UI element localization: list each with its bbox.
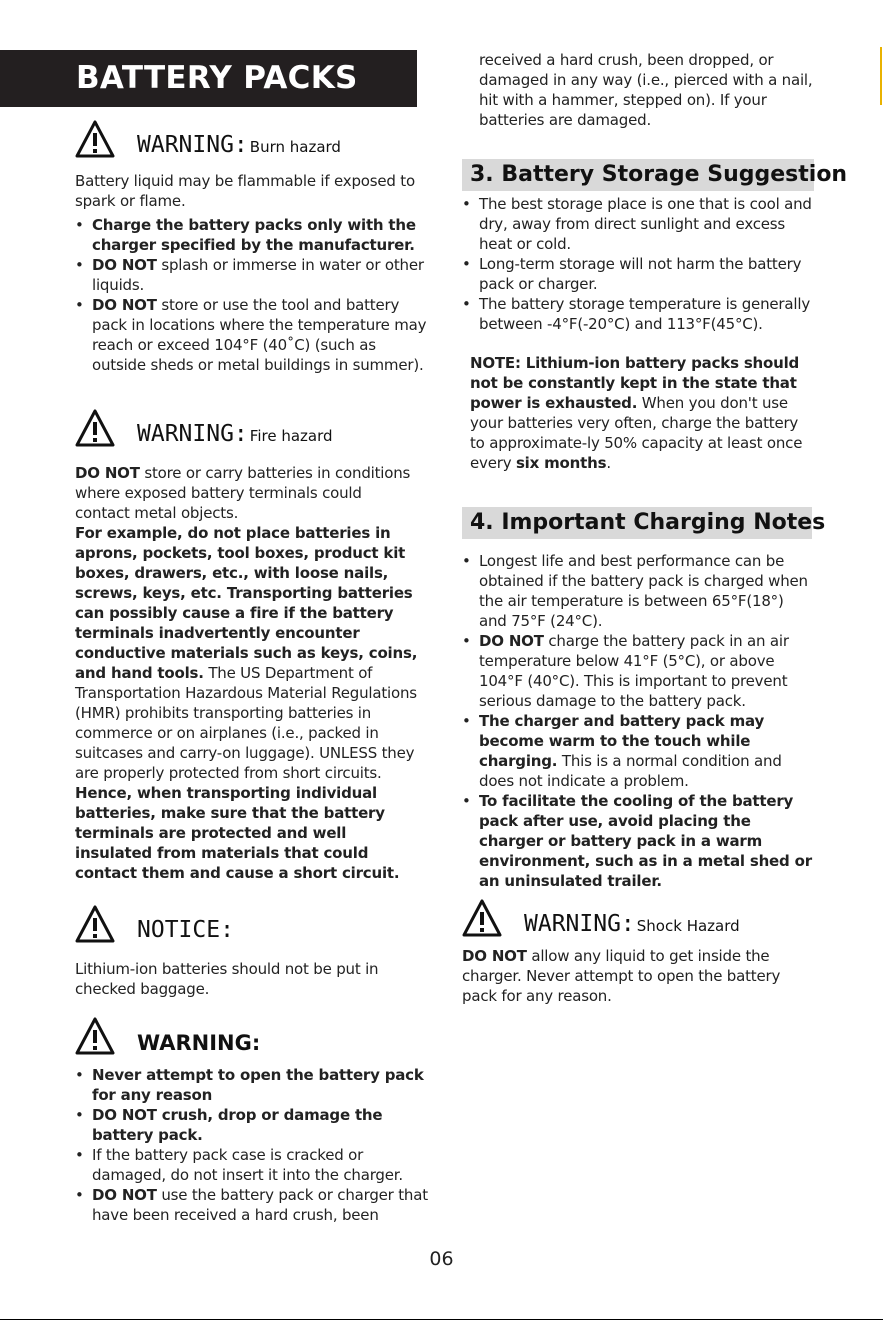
warning-keyword: WARNING: Fire hazard [137,421,333,447]
list-item: • The charger and battery pack may become warm to the touch while charging. This is a normal condition and does not indicate a problem. [462,711,814,791]
general-continuation: received a hard crush, been dropped, or damaged in any way (i.e., pierced with a nail, hit with a hammer, stepped on). If your batteries are damaged. [479,51,813,129]
list-item: • DO NOT charge the battery pack in an air temperature below 41°F (5°C), or above 104°F (40°C). This is important to prevent serious damage to the battery pack. [462,631,814,711]
list-item: • DO NOT splash or immerse in water or other liquids. [75,255,430,295]
fire-warning-header [75,409,435,449]
list-item: • To facilitate the cooling of the battery pack after use, avoid placing the charger or battery pack in a warm environment, such as in a metal shed or an uninsulated trailer. [462,791,814,891]
warning-triangle-icon [75,905,115,943]
notice-text: Lithium-ion batteries should not be put in checked baggage. [75,960,379,998]
list-item: • The best storage place is one that is cool and dry, away from direct sunlight and excess heat or cold. [462,194,812,254]
list-item: • Long-term storage will not harm the battery pack or charger. [462,254,812,294]
warning-keyword: WARNING: Burn hazard [137,132,341,158]
storage-heading: 3. Battery Storage Suggestion [462,159,814,191]
warning-triangle-icon [75,120,115,158]
warning-subtitle: Burn hazard [249,138,341,156]
burn-warning-header [75,120,435,160]
warning-keyword: WARNING: Shock Hazard [524,911,740,937]
charging-heading: 4. Important Charging Notes [462,507,812,539]
bottom-rule [0,1319,883,1320]
warning-triangle-icon [462,899,502,937]
warning-triangle-icon [75,409,115,447]
warning-subtitle: Shock Hazard [636,917,740,935]
list-item: • Never attempt to open the battery pack for any reason [75,1065,437,1105]
notice-keyword: NOTICE: [137,917,234,943]
list-item: • Longest life and best performance can be obtained if the battery pack is charged when the air temperature is between 65°F(18°) and 75°F (24°C). [462,551,814,631]
burn-bullets [75,215,430,375]
storage-note: NOTE: Lithium-ion battery packs should not be constantly kept in the state that power is exhausted. When you don't use your batteries very often, charge the battery to approximate-ly 50% capacity at least once every six months. [470,354,803,472]
notice-header [75,905,435,945]
warning-keyword: WARNING: [137,1031,261,1055]
shock-text: DO NOT allow any liquid to get inside the charger. Never attempt to open the battery pack for any reason. [462,947,781,1005]
list-item: • DO NOT use the battery pack or charger that have been received a hard crush, been [75,1185,437,1225]
list-item: • DO NOT crush, drop or damage the battery pack. [75,1105,437,1145]
list-item: • DO NOT store or use the tool and battery pack in locations where the temperature may reach or exceed 104°F (40˚C) (such as outside sheds or metal buildings in summer). [75,295,430,375]
general-warning-header [75,1017,435,1057]
list-item: • If the battery pack case is cracked or damaged, do not insert it into the charger. [75,1145,437,1185]
shock-warning-header [462,899,822,939]
page-number: 06 [429,1248,454,1270]
fire-body: DO NOT store or carry batteries in conditions where exposed battery terminals could contact metal objects. For example, do not place batteries in aprons, pockets, tool boxes, product kit boxes, drawers, etc., with loose nails, screws, keys, etc. Transporting batteries can possibly cause a fire if the battery terminals inadvertently encounter conductive materials such as keys, coins, and hand tools. The US Department of Transportation Hazardous Material Regulations (HMR) prohibits transporting batteries in commerce or on airplanes (i.e., packed in suitcases and carry-on luggage). UNLESS they are properly protected from short circuits. Hence, when transporting individual batteries, make sure that the battery terminals are protected and well insulated from materials that could contact them and cause a short circuit. [75,464,418,882]
warning-triangle-icon [75,1017,115,1055]
page-title: BATTERY PACKS [0,50,417,107]
list-item: • The battery storage temperature is generally between -4°F(-20°C) and 113°F(45°C). [462,294,812,334]
list-item: • Charge the battery packs only with the charger specified by the manufacturer. [75,215,430,255]
edge-mark [880,47,882,105]
burn-intro: Battery liquid may be flammable if exposed to spark or flame. [75,172,415,210]
general-bullets [75,1065,437,1225]
charging-bullets [462,551,814,891]
warning-subtitle: Fire hazard [249,427,333,445]
storage-bullets [462,194,812,334]
